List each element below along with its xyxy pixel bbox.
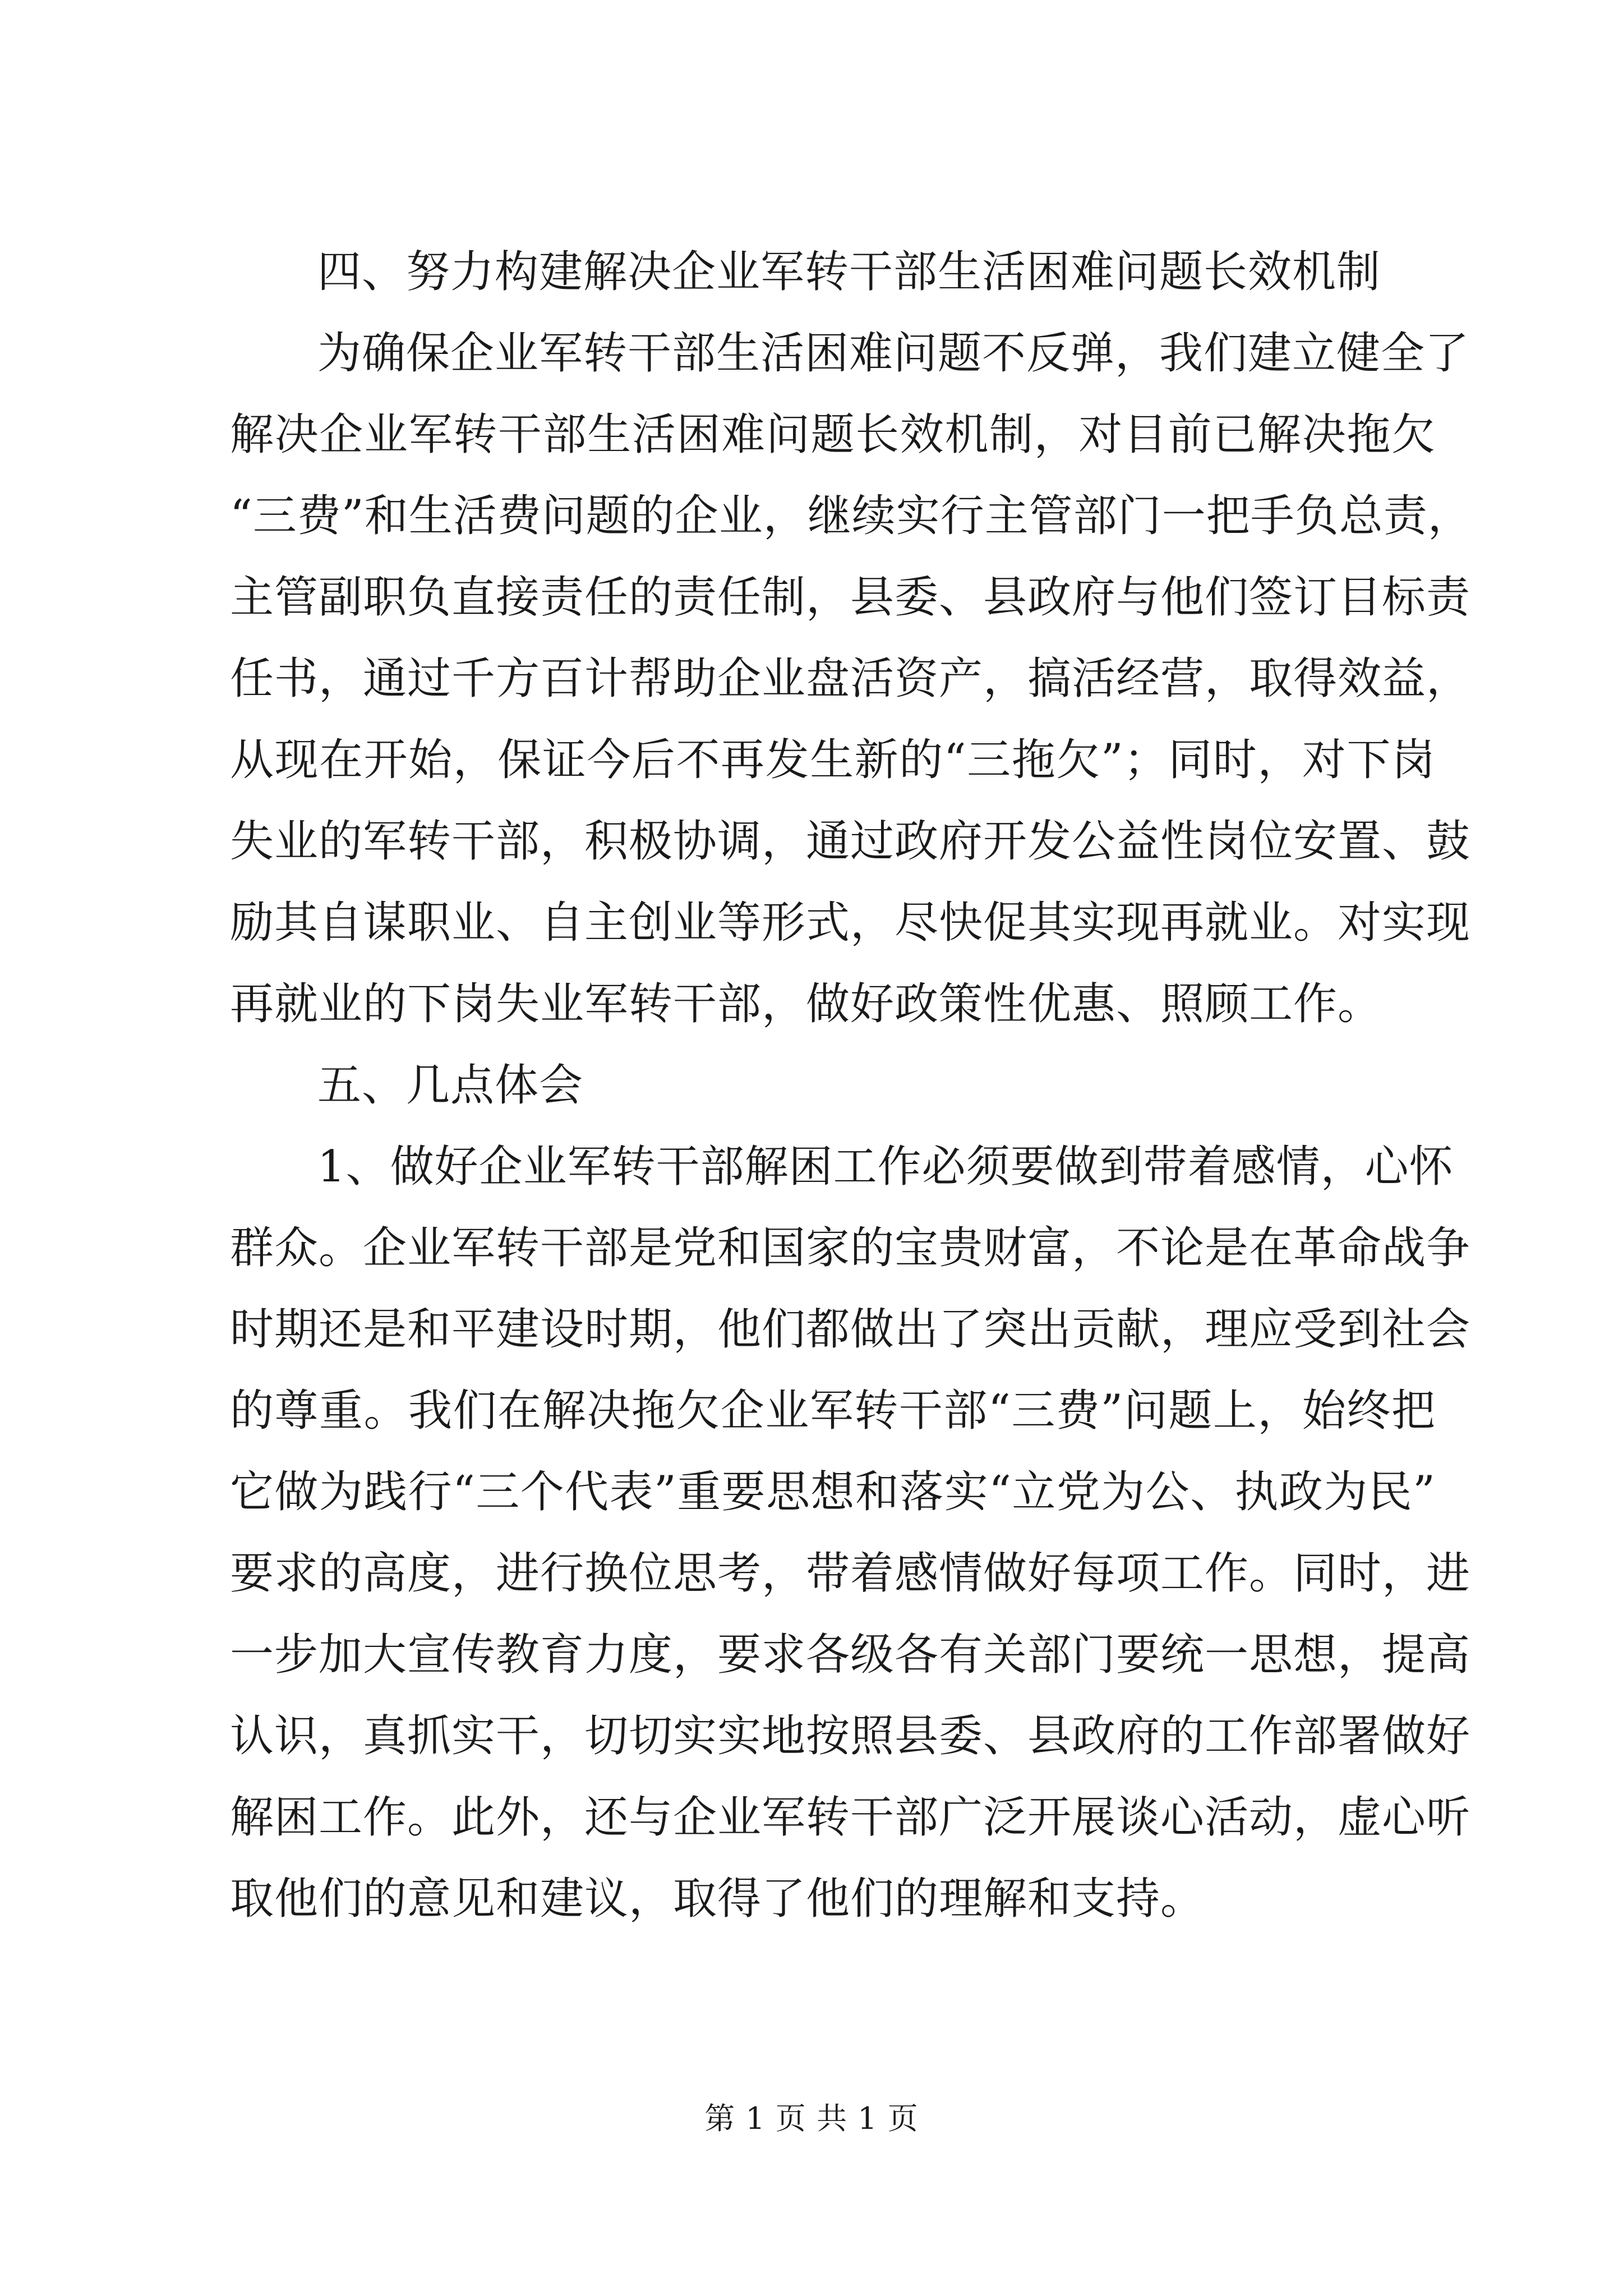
paragraph-line: 再就业的下岗失业军转干部，做好政策性优惠、照顾工作。 [230, 979, 1382, 1029]
paragraph-line: 从现在开始，保证今后不再发生新的“三拖欠”；同时，对下岗 [230, 735, 1436, 785]
paragraph-line: 主管副职负直接责任的责任制，县委、县政府与他们签订目标责 [230, 572, 1471, 623]
paragraph-line: 1、做好企业军转干部解困工作必须要做到带着感情，心怀 [317, 1142, 1454, 1192]
paragraph-line: 励其自谋职业、自主创业等形式，尽快促其实现再就业。对实现 [230, 898, 1471, 948]
paragraph-line: 取他们的意见和建议，取得了他们的理解和支持。 [230, 1874, 1205, 1924]
paragraph-line: 的尊重。我们在解决拖欠企业军转干部“三费”问题上，始终把 [230, 1386, 1436, 1436]
section-heading: 四、努力构建解决企业军转干部生活困难问题长效机制 [317, 247, 1381, 297]
paragraph-line: 要求的高度，进行换位思考，带着感情做好每项工作。同时，进 [230, 1548, 1471, 1599]
paragraph-line: 认识，真抓实干，切切实实地按照县委、县政府的工作部署做好 [230, 1711, 1471, 1761]
paragraph-line: 一步加大宣传教育力度，要求各级各有关部门要统一思想，提高 [230, 1630, 1471, 1680]
document-body [230, 247, 1472, 1955]
paragraph-line: 为确保企业军转干部生活困难问题不反弹，我们建立健全了 [317, 328, 1470, 379]
section-heading: 五、几点体会 [317, 1060, 584, 1111]
paragraph-line: 失业的军转干部，积极协调，通过政府开发公益性岗位安置、鼓 [230, 816, 1471, 867]
paragraph-line: 任书，通过千方百计帮助企业盘活资产，搞活经营，取得效益， [230, 654, 1471, 704]
paragraph-line: 群众。企业军转干部是党和国家的宝贵财富，不论是在革命战争 [230, 1223, 1471, 1273]
paragraph-line: 解决企业军转干部生活困难问题长效机制，对目前已解决拖欠 [230, 409, 1436, 460]
paragraph-line: 它做为践行“三个代表”重要思想和落实“立党为公、执政为民” [230, 1467, 1436, 1517]
page-footer: 第 1 页 共 1 页 [704, 2101, 919, 2136]
paragraph-line: 解困工作。此外，还与企业军转干部广泛开展谈心活动，虚心听 [230, 1792, 1471, 1843]
paragraph-line: 时期还是和平建设时期，他们都做出了突出贡献，理应受到社会 [230, 1304, 1471, 1355]
paragraph-line: “三费”和生活费问题的企业，继续实行主管部门一把手负总责， [230, 491, 1472, 541]
